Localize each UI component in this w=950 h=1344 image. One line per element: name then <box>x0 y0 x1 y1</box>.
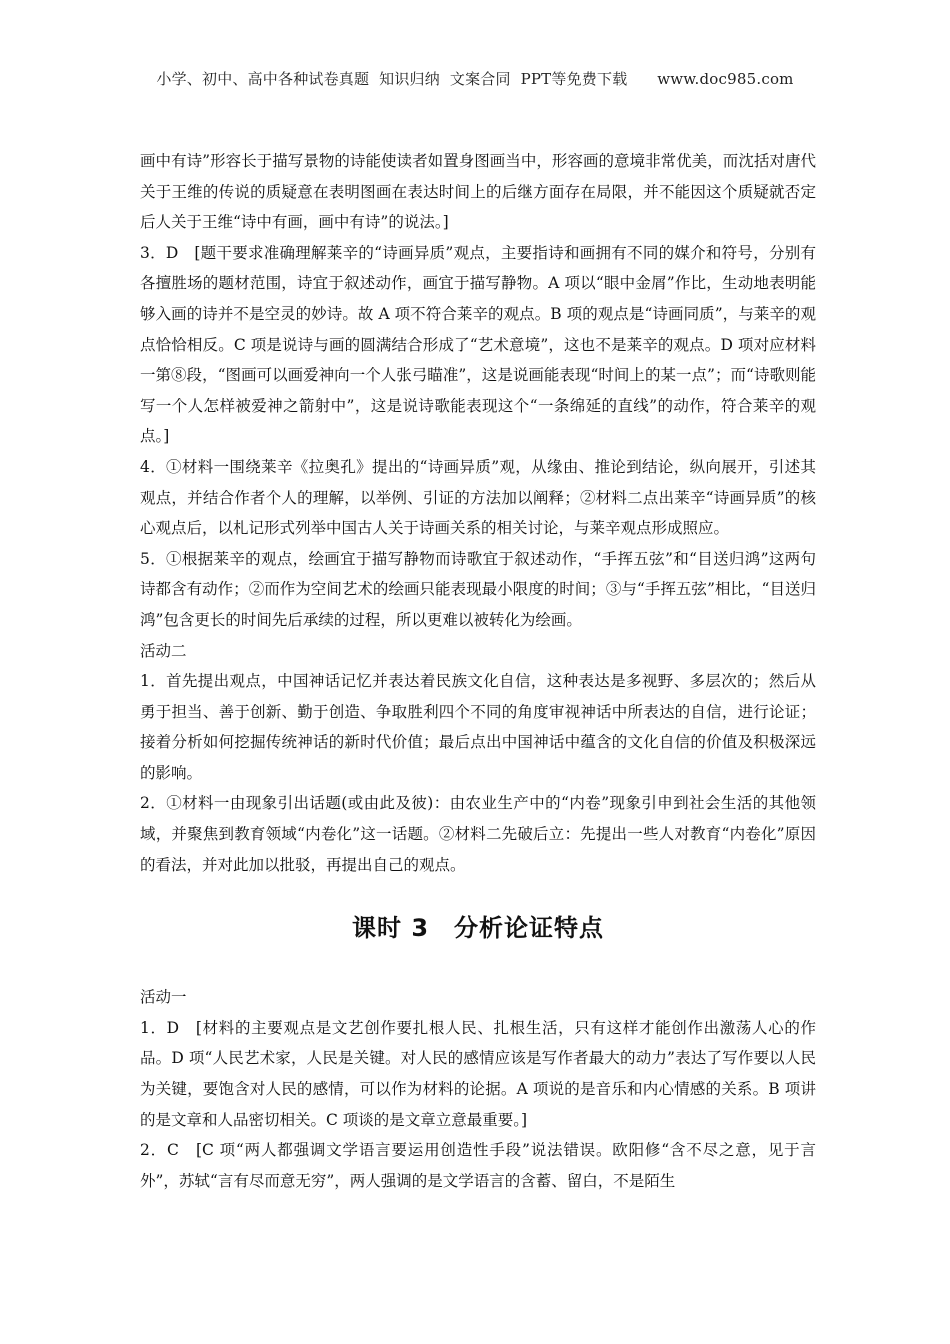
answer-paragraph: 5．①根据莱辛的观点，绘画宜于描写静物而诗歌宜于叙述动作，“手挥五弦”和“目送归鸿”这两句诗都含有动作；②而作为空间艺术的绘画只能表现最小限度的时间；③与“手挥五弦”相比，“目送归鸿”包含更长的时间先后承续的过程，所以更难以被转化为绘画。 <box>140 549 816 629</box>
answer-paragraph: 3．D [题干要求准确理解莱辛的“诗画异质”观点，主要指诗和画拥有不同的媒介和符号，分别有各擅胜场的题材范围，诗宜于叙述动作，画宜于描写静物。A 项以“眼中金屑”作比，生动地表明能够入画的诗并不是空灵的妙诗。故 A 项不符合莱辛的观点。B 项的观点是“诗画同质”，与莱辛的观点恰恰相反。C 项是说诗与画的圆满结合形成了“艺术意境”，这也不是莱辛的观点。D 项对应材料一第⑧段，“图画可以画爱神向一个人张弓瞄准”，这是说画能表现“时间上的某一点”；而“诗歌则能写一个人怎样被爱神之箭射中”，这是说诗歌能表现这个“一条绵延的直线”的动作，符合莱辛的观点。] <box>140 243 816 446</box>
answer-paragraph: 2．C [C 项“两人都强调文学语言要运用创造性手段”说法错误。欧阳修“含不尽之意，见于言外”，苏轼“言有尽而意无穷”，两人强调的是文学语言的含蓄、留白，不是陌生 <box>140 1141 816 1190</box>
answer-paragraph: 2．①材料一由现象引出话题(或由此及彼)：由农业生产中的“内卷”现象引申到社会生活的其他领域，并聚焦到教育领域“内卷化”这一话题。②材料二先破后立：先提出一些人对教育“内卷化”原因的看法，并对此加以批驳，再提出自己的观点。 <box>140 794 816 874</box>
answer-paragraph: 1．首先提出观点，中国神话记忆并表达着民族文化自信，这种表达是多视野、多层次的；然后从勇于担当、善于创新、勤于创造、争取胜利四个不同的角度审视神话中所表达的自信，进行论证；接着分析如何挖掘传统神话的新时代价值；最后点出中国神话中蕴含的文化自信的价值及积极深远的影响。 <box>140 672 816 782</box>
answer-paragraph: 画中有诗”形容长于描写景物的诗能使读者如置身图画当中，形容画的意境非常优美，而沈括对唐代关于王维的传说的质疑意在表明图画在表达时间上的后继方面存在局限，并不能因这个质疑就否定后人关于王维“诗中有画，画中有诗”的说法。] <box>140 152 816 232</box>
page-header: 小学、初中、高中各种试卷真题 知识归纳 文案合同 PPT等免费下载 www.doc985.com <box>156 70 794 88</box>
lesson-title: 课时 3 分析论证特点 <box>351 914 605 943</box>
answer-paragraph: 1．D [材料的主要观点是文艺创作要扎根人民、扎根生活，只有这样才能创作出激荡人心的作品。D 项“人民艺术家，人民是关键。对人民的感情应该是写作者最大的动力”表达了写作要以人民为关键，要饱含对人民的感情，可以作为材料的论据。A 项说的是音乐和内心情感的关系。B 项讲的是文章和人品密切相关。C 项谈的是文章立意最重要。] <box>140 1018 816 1129</box>
activity-one-heading: 活动一 <box>140 988 187 1007</box>
activity-two-heading: 活动二 <box>140 641 187 660</box>
answer-paragraph: 4．①材料一围绕莱辛《拉奥孔》提出的“诗画异质”观，从缘由、推论到结论，纵向展开，引述其观点，并结合作者个人的理解，以举例、引证的方法加以阐释；②材料二点出莱辛“诗画异质”的核心观点后，以札记形式列举中国古人关于诗画关系的相关讨论，与莱辛观点形成照应。 <box>140 457 816 538</box>
document-body <box>140 146 816 1196</box>
